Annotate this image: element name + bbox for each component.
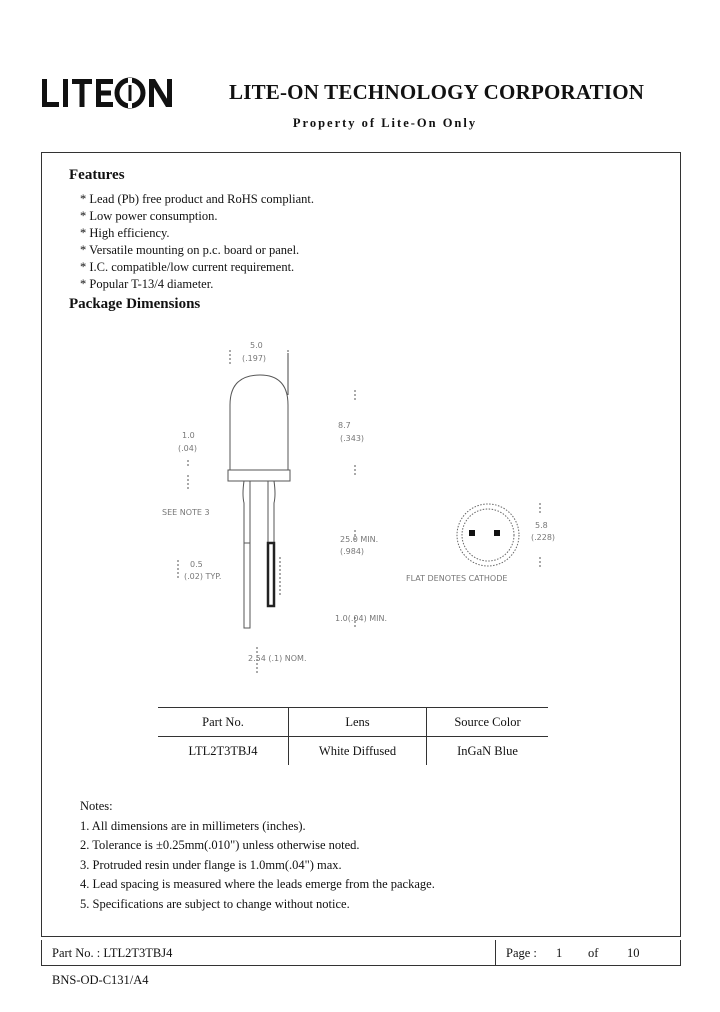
- liteon-logo: [42, 76, 178, 110]
- table-row: [158, 737, 548, 766]
- table-header: Source Color: [427, 708, 549, 737]
- dim-width-mm: 5.0: [250, 341, 263, 350]
- table-cell-color: InGaN Blue: [427, 737, 549, 766]
- dim-lead-sq-in: (.02) TYP.: [184, 572, 222, 581]
- dim-lead-len-mm: 25.0 MIN.: [340, 535, 379, 544]
- dim-lead-sq-mm: 0.5: [190, 560, 203, 569]
- footer-of-label: of: [588, 946, 599, 960]
- dim-flange-in: (.04): [178, 444, 197, 453]
- note-item: 1. All dimensions are in millimeters (inches).: [80, 818, 306, 833]
- features-list: [80, 191, 314, 293]
- feature-item: * I.C. compatible/low current requirement.: [80, 260, 295, 274]
- parts-table: [158, 707, 548, 765]
- flat-cathode-note: FLAT DENOTES CATHODE: [406, 574, 508, 583]
- feature-item: * Lead (Pb) free product and RoHS compliant.: [80, 192, 314, 206]
- led-lead-left: [243, 481, 244, 550]
- note-item: 5. Specifications are subject to change without notice.: [80, 896, 350, 911]
- notes-heading: Notes:: [80, 799, 113, 813]
- feature-item: * Low power consumption.: [80, 209, 218, 223]
- footer-page-label: Page :: [506, 946, 537, 960]
- top-view-lead-left: [469, 530, 475, 536]
- notes-section: [80, 797, 435, 914]
- company-name: LITE-ON TECHNOLOGY CORPORATION: [229, 80, 645, 104]
- dim-dia-in: (.228): [531, 533, 556, 542]
- dim-flange-mm: 1.0: [182, 431, 195, 440]
- feature-item: * Popular T-13/4 diameter.: [80, 277, 214, 291]
- footer-divider: [495, 940, 496, 966]
- table-cell-part: LTL2T3TBJ4: [158, 737, 289, 766]
- footer-part-number: Part No. : LTL2T3TBJ4: [52, 946, 173, 960]
- dim-spacing: 2.54 (.1) NOM.: [248, 654, 307, 663]
- package-dimensions-heading: Package Dimensions: [69, 296, 201, 312]
- dim-dia-mm: 5.8: [535, 521, 548, 530]
- document-code: BNS-OD-C131/A4: [52, 973, 149, 987]
- top-view-circle: [457, 504, 519, 566]
- note-item: 2. Tolerance is ±0.25mm(.010") unless otherwise noted.: [80, 838, 360, 852]
- footer-page-total: 10: [627, 946, 640, 960]
- led-flange: [228, 470, 290, 481]
- table-header: Lens: [289, 708, 427, 737]
- note-item: 3. Protruded resin under flange is 1.0mm(.04") max.: [80, 857, 342, 872]
- dim-body-in: (.343): [340, 434, 365, 443]
- dim-width-in: (.197): [242, 354, 267, 363]
- dim-body-mm: 8.7: [338, 421, 351, 430]
- note-item: 4. Lead spacing is measured where the leads emerge from the package.: [80, 877, 435, 891]
- dim-lead-min: 1.0(.04) MIN.: [335, 614, 388, 623]
- package-drawing: [130, 335, 580, 680]
- feature-item: * Versatile mounting on p.c. board or panel.: [80, 243, 300, 257]
- property-notice: Property of Lite-On Only: [292, 116, 478, 130]
- table-cell-lens: White Diffused: [289, 737, 427, 766]
- top-view-lead-right: [494, 530, 500, 536]
- dim-lead-len-in: (.984): [340, 547, 365, 556]
- dim-see-note: SEE NOTE 3: [162, 508, 210, 517]
- features-heading: Features: [69, 167, 125, 183]
- feature-item: * High efficiency.: [80, 226, 170, 240]
- table-header: Part No.: [158, 708, 289, 737]
- led-body-outline: [230, 375, 288, 470]
- footer-page-number: 1: [556, 946, 563, 960]
- table-header-row: [158, 708, 548, 737]
